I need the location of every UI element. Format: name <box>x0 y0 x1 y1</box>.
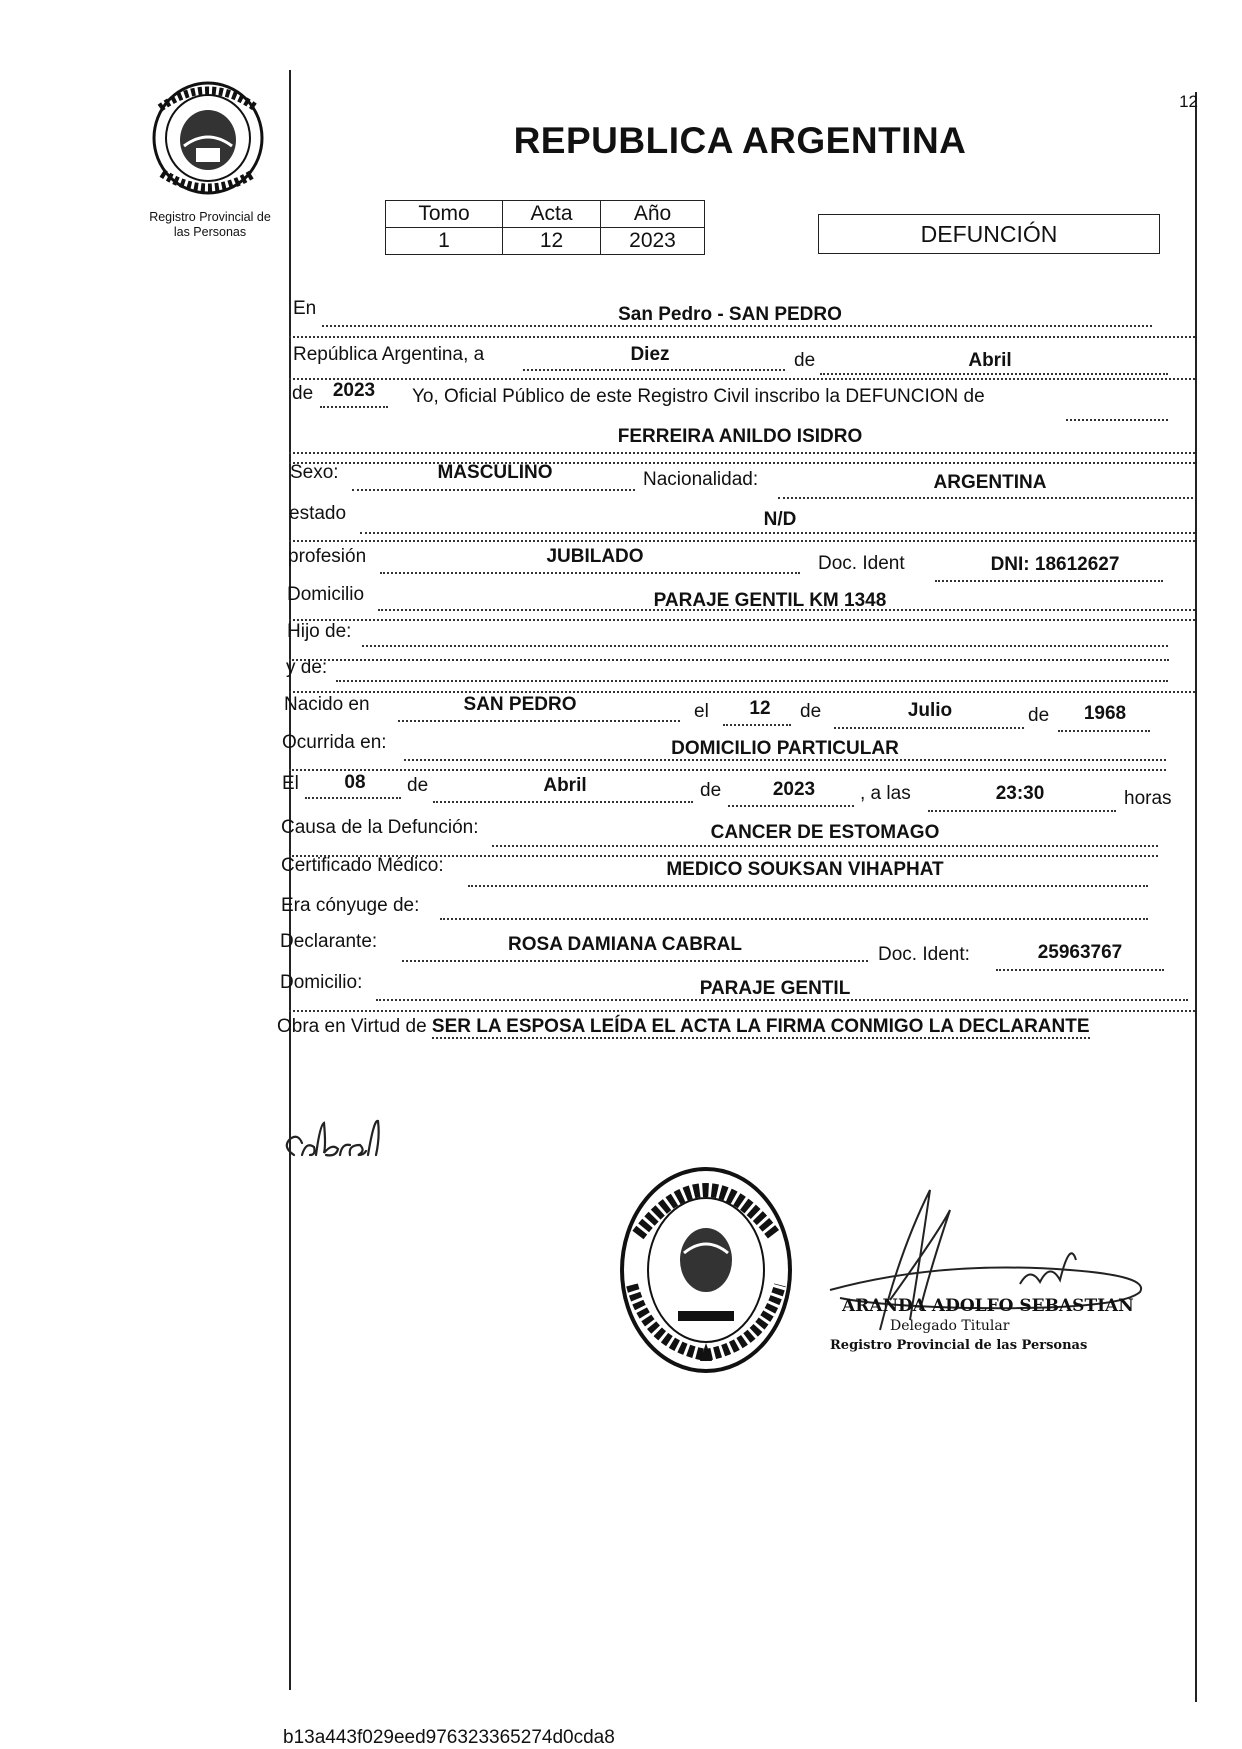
anio-dots <box>320 406 388 408</box>
right-margin-line <box>1195 92 1197 1702</box>
official-seal <box>618 1165 794 1375</box>
nac-dia-dots <box>723 724 791 726</box>
dia-dots <box>523 369 785 371</box>
ocurrida-label: Ocurrida en: <box>282 732 387 753</box>
row-rule-8 <box>289 619 1195 621</box>
logo-caption-line1: Registro Provincial de <box>149 210 271 224</box>
hijo-dots <box>362 645 1168 647</box>
nac-anio-dots <box>1058 730 1150 732</box>
estado-value: N/D <box>763 509 797 530</box>
nac-dia-value: 12 <box>749 698 771 719</box>
ocurrida-dots <box>404 759 1166 761</box>
sexo-label: Sexo: <box>290 462 339 483</box>
decl-domicilio-value: PARAJE GENTIL <box>699 978 851 999</box>
decl-doc-dots <box>996 969 1164 971</box>
domicilio-dots <box>378 609 1195 611</box>
obra-label: Obra en Virtud de <box>277 1016 427 1037</box>
tomo-value: 1 <box>386 228 503 255</box>
dia-value: Diez <box>630 344 670 365</box>
fall-el-label: El <box>282 773 299 794</box>
de2-label: de <box>292 383 314 404</box>
hora-dots <box>928 810 1116 812</box>
acta-header: Acta <box>503 201 601 228</box>
fall-mes-value: Abril <box>543 775 587 796</box>
fall-anio-value: 2023 <box>772 779 816 800</box>
doc-ident-label: Doc. Ident <box>818 553 905 574</box>
row-rule-18 <box>289 1010 1195 1012</box>
horas-label: horas <box>1124 788 1172 809</box>
record-table <box>385 200 705 255</box>
document-hash: b13a443f029eed976323365274d0cda8 <box>283 1727 615 1748</box>
causa-label: Causa de la Defunción: <box>281 817 479 838</box>
y-de-dots <box>336 680 1168 682</box>
row-rule-6 <box>289 540 1195 542</box>
fall-dia-value: 08 <box>344 772 366 793</box>
province-coat-of-arms-logo <box>140 78 276 198</box>
profesion-label: profesión <box>288 546 367 567</box>
ocurrida-value: DOMICILIO PARTICULAR <box>671 738 899 759</box>
document-title: REPUBLICA ARGENTINA <box>513 120 967 161</box>
fall-de-label: de <box>407 775 429 796</box>
nac-mes-dots <box>834 727 1024 729</box>
mes-value: Abril <box>968 350 1012 371</box>
nac-anio-value: 1968 <box>1083 703 1127 724</box>
acta-value: 12 <box>503 228 601 255</box>
y-de-label: y de: <box>286 657 328 678</box>
nombre-dots <box>289 452 1195 454</box>
republica-label: República Argentina, a <box>293 344 485 365</box>
nacido-dots <box>398 720 680 722</box>
a-las-label: , a las <box>860 783 911 804</box>
sexo-dots <box>352 489 635 491</box>
certificado-dots <box>468 885 1148 887</box>
declarante-value: ROSA DAMIANA CABRAL <box>508 934 742 955</box>
logo-caption-line2: las Personas <box>173 225 247 239</box>
nac-de2-label: de <box>1028 705 1050 726</box>
hijo-label: Hijo de: <box>287 621 352 642</box>
doc-ident-value: DNI: 18612627 <box>990 554 1120 575</box>
certificado-value: MEDICO SOUKSAN VIHAPHAT <box>666 859 944 880</box>
declarante-dots <box>402 960 868 962</box>
mes-dots <box>820 373 1168 375</box>
declarante-signature <box>280 1115 400 1185</box>
nombre-value: FERREIRA ANILDO ISIDRO <box>617 426 863 447</box>
record-type-box: DEFUNCIÓN <box>818 214 1160 254</box>
causa-dots <box>492 845 1158 847</box>
anio-inscripcion-value: 2023 <box>332 380 376 401</box>
fall-dia-dots <box>305 797 401 799</box>
en-dots <box>322 325 1152 327</box>
decl-domicilio-label: Domicilio: <box>280 972 363 993</box>
nacido-value: SAN PEDRO <box>463 694 577 715</box>
official-name: ARANDA ADOLFO SEBASTIAN <box>842 1296 1134 1316</box>
nac-mes-value: Julio <box>907 700 953 721</box>
profesion-value: JUBILADO <box>546 546 644 567</box>
decl-doc-value: 25963767 <box>1037 942 1123 963</box>
doc-ident-dots <box>935 580 1163 582</box>
certificado-label: Certificado Médico: <box>281 855 444 876</box>
official-office: Registro Provincial de las Personas <box>830 1338 1088 1353</box>
official-title: Delegado Titular <box>890 1318 1010 1334</box>
el-label: el <box>694 701 709 722</box>
estado-dots <box>360 532 1195 534</box>
conyuge-dots <box>440 918 1148 920</box>
anio-value: 2023 <box>601 228 705 255</box>
en-value: San Pedro - SAN PEDRO <box>618 304 842 325</box>
nacionalidad-label: Nacionalidad: <box>643 469 759 490</box>
declarante-label: Declarante: <box>280 931 378 952</box>
estado-label: estado <box>289 503 347 524</box>
page-number: 12 <box>1179 92 1198 111</box>
row-rule-12 <box>289 769 1166 771</box>
de-label: de <box>794 350 816 371</box>
causa-value: CANCER DE ESTOMAGO <box>710 822 940 843</box>
fall-anio-dots <box>728 805 854 807</box>
anio-header: Año <box>601 201 705 228</box>
nacionalidad-value: ARGENTINA <box>933 472 1047 493</box>
tomo-header: Tomo <box>386 201 503 228</box>
decl-doc-label: Doc. Ident: <box>878 944 970 965</box>
row-rule-9 <box>289 659 1169 661</box>
fall-mes-dots <box>433 801 693 803</box>
profesion-dots <box>380 572 800 574</box>
nacido-label: Nacido en <box>284 694 370 715</box>
row-rule-2 <box>289 378 1195 380</box>
domicilio-value: PARAJE GENTIL KM 1348 <box>653 590 887 611</box>
en-label: En <box>293 298 317 319</box>
obra-value: SER LA ESPOSA LEÍDA EL ACTA LA FIRMA CONMIGO LA DECLARANTE <box>431 1016 1090 1037</box>
row-rule-10 <box>289 691 1195 693</box>
conyuge-label: Era cónyuge de: <box>281 895 420 916</box>
nac-de-label: de <box>800 701 822 722</box>
domicilio-label: Domicilio <box>287 584 365 605</box>
left-margin-line <box>289 70 291 1690</box>
row-rule-1 <box>289 336 1195 338</box>
obra-paragraph <box>277 1014 1187 1040</box>
sexo-value: MASCULINO <box>437 462 553 483</box>
hora-value: 23:30 <box>995 783 1045 804</box>
nacionalidad-dots <box>778 497 1193 499</box>
fall-de2-label: de <box>700 780 722 801</box>
yo-text: Yo, Oficial Público de este Registro Civil inscribo la DEFUNCION de <box>412 386 985 407</box>
yo-dots <box>1066 419 1168 421</box>
logo-caption <box>115 210 305 240</box>
decl-domicilio-dots <box>376 999 1188 1001</box>
